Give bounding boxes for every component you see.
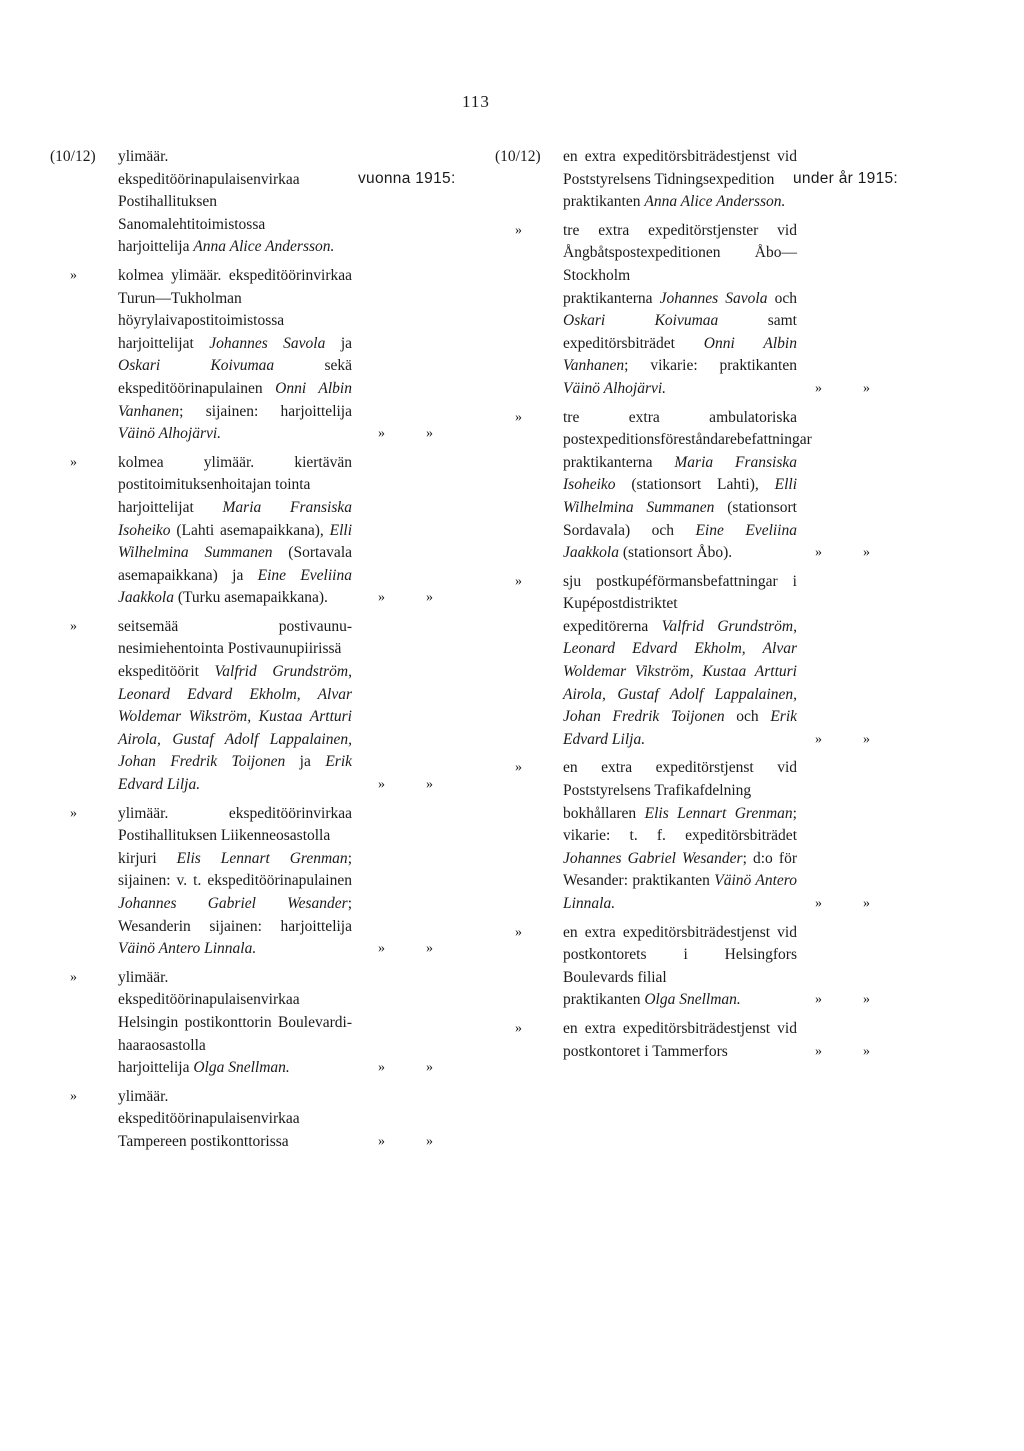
ditto-mark: » [70, 969, 77, 985]
entry-fi-6 [52, 1086, 433, 1154]
entry-sv-5 [497, 922, 870, 1012]
ditto-mark: » [426, 426, 433, 442]
ditto-mark: » [815, 380, 822, 396]
position-description: kolmea ylimäär. kiertävän postitoimituksenhoitajan tointa [118, 453, 352, 494]
position-description: ylimäär. ekspeditöörinapulaisenvirkaa Postihallituksen Sanomalehtitoimistossa [118, 148, 300, 233]
entry-sv-3 [497, 571, 870, 752]
ditto-mark: » [815, 992, 822, 1008]
position-description: seitsemää postivaununesimiehentointa Postivaunupiirissä [118, 617, 352, 658]
ditto-mark: » [426, 1060, 433, 1076]
appointee-names: praktikanten Olga Snellman. [563, 991, 741, 1009]
position-description: ylimäär. ekspeditöörinapulaisenvirkaa Helsingin postikonttorin Boulevardi-haaraosastolla [118, 968, 352, 1054]
ditto-mark: » [378, 590, 385, 606]
year-header-fi: vuonna 1915: [358, 170, 456, 187]
ditto-mark: » [515, 222, 522, 238]
appointee-names: expeditörerna Valfrid Grundström, Leonard Edvard Ekholm, Alvar Woldemar Vikström, Kustaa Artturi Airola, Gustaf Adolf Lappalainen, Johan Fredrik Toijonen och Erik Edvard Lilja. [563, 617, 797, 748]
ditto-mark: » [815, 1043, 822, 1059]
position-description: en extra expeditörsbiträdestjenst vid Poststyrelsens Tidningsexpedition [563, 148, 797, 188]
entry-sv-1 [497, 220, 870, 401]
position-description: en extra expeditörsbiträdestjenst vid postkontoret i Tammerfors [563, 1019, 797, 1060]
entry-sv-4 [497, 757, 870, 915]
date-label-sv: (10/12) [495, 148, 541, 165]
appointee-names: praktikanterna Maria Fransiska Isoheiko (stationsort Lahti), Elli Wilhelmina Summanen (stationsort Sordavala) och Eine Eveliina Jaakkola (stationsort Åbo). [563, 453, 798, 562]
position-description: en extra expeditörstjenst vid Poststyrelsens Trafikafdelning [563, 759, 797, 800]
page-number: 113 [462, 92, 490, 111]
position-description: ylimäär. ekspeditöörinapulaisenvirkaa Tampereen postikonttorissa [118, 1087, 300, 1150]
appointee-names: praktikanten Anna Alice Andersson. [563, 193, 786, 211]
ditto-mark: » [515, 924, 522, 940]
date-label-fi: (10/12) [50, 148, 96, 165]
entry-fi-5 [52, 967, 433, 1080]
ditto-mark: » [863, 380, 870, 396]
ditto-mark: » [863, 992, 870, 1008]
ditto-mark: » [815, 896, 822, 911]
ditto-mark: » [863, 1043, 870, 1059]
position-description: kolmea ylimäär. ekspeditöörinvirkaa Turun—Tukholman höyrylaivapostitoimistossa [118, 266, 352, 330]
ditto-mark: » [378, 426, 385, 442]
position-description: en extra expeditörsbiträdestjenst vid postkontorets i Helsingfors Boulevards filial [563, 923, 797, 986]
ditto-mark: » [515, 573, 522, 589]
entry-fi-1 [52, 265, 433, 446]
appointee-names: kirjuri Elis Lennart Grenman; sijainen: v. t. ekspeditöörinapulainen Johannes Gabriel Wesander; Wesanderin sijainen: harjoittelija Väinö Antero Linnala. [118, 849, 352, 958]
appointee-names: praktikanterna Johannes Savola och Oskari Koivumaa samt expeditörsbiträdet Onni Albin Vanhanen; vikarie: praktikanten Väinö Alhojärvi. [563, 289, 797, 397]
ditto-mark: » [863, 896, 870, 911]
ditto-mark: » [815, 545, 822, 561]
ditto-mark: » [70, 454, 77, 470]
ditto-mark: » [815, 731, 822, 747]
ditto-mark: » [378, 1060, 385, 1076]
ditto-mark: » [426, 590, 433, 606]
entry-fi-2 [52, 452, 433, 610]
ditto-mark: » [426, 941, 433, 957]
entry-fi-0 [52, 146, 352, 259]
ditto-mark: » [70, 267, 77, 283]
appointee-names: harjoittelija Olga Snellman. [118, 1059, 290, 1077]
appointee-names: ekspeditöörit Valfrid Grundström, Leonard Edvard Ekholm, Alvar Woldemar Wikström, Kustaa Artturi Airola, Gustaf Adolf Lappalainen, Johan Fredrik Toijonen ja Erik Edvard Lilja. [118, 663, 352, 794]
position-description: tre extra expeditörstjenster vid Ångbåtspostexpeditionen Åbo—Stockholm [563, 221, 797, 284]
ditto-mark: » [863, 731, 870, 747]
ditto-mark: » [70, 618, 77, 634]
year-header-sv: under år 1915: [793, 170, 899, 187]
appointee-names: harjoittelija Anna Alice Andersson. [118, 238, 335, 256]
appointee-names: harjoittelijat Maria Fransiska Isoheiko (Lahti asemapaikkana), Elli Wilhelmina Summanen (Sortavala asemapaikkana) ja Eine Eveliina Jaakkola (Turku asemapaikkana). [118, 498, 352, 607]
entry-fi-4 [52, 803, 433, 961]
ditto-mark: » [426, 777, 433, 793]
position-description: ylimäär. ekspeditöörinvirkaa Postihallituksen Liikenneosastolla [118, 804, 352, 845]
entry-fi-3 [52, 616, 433, 797]
entry-sv-0 [497, 146, 797, 214]
ditto-mark: » [70, 805, 77, 821]
ditto-mark: » [515, 409, 522, 425]
position-description: sju postkupéförmansbefattningar i Kupépostdistriktet [563, 572, 797, 613]
ditto-mark: » [863, 545, 870, 561]
ditto-mark: » [515, 760, 522, 776]
ditto-mark: » [378, 941, 385, 957]
position-description: tre extra ambulatoriska postexpeditionsföreståndarebefattningar [563, 408, 812, 449]
appointee-names: harjoittelijat Johannes Savola ja Oskari Koivumaa sekä ekspeditöörinapulainen Onni Albin Vanhanen; sijainen: harjoittelija Väinö Alhojärvi. [118, 334, 352, 443]
ditto-mark: » [378, 1133, 385, 1149]
ditto-mark: » [70, 1088, 77, 1104]
appointee-names: bokhållaren Elis Lennart Grenman; vikarie: t. f. expeditörsbiträdet Johannes Gabriel Wesander; d:o för Wesander: praktikanten Väinö Antero Linnala. [563, 804, 798, 912]
entry-sv-6 [497, 1018, 870, 1063]
entry-sv-2 [497, 407, 870, 565]
ditto-mark: » [378, 777, 385, 793]
ditto-mark: » [426, 1133, 433, 1149]
ditto-mark: » [515, 1020, 522, 1036]
